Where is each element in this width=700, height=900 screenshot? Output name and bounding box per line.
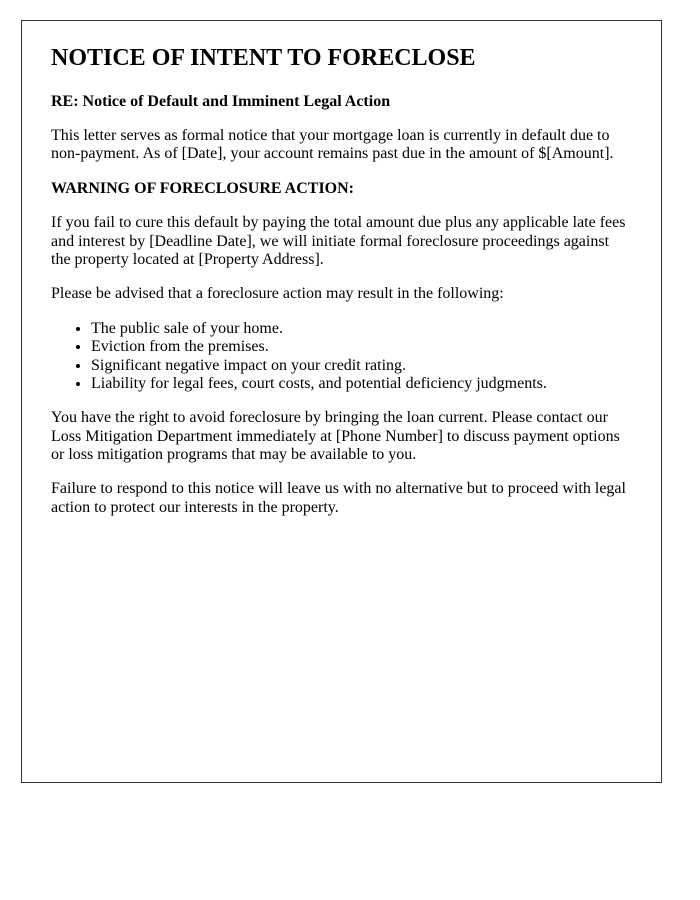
list-item: • Eviction from the premises. bbox=[91, 338, 632, 356]
list-item: • Significant negative impact on your credit rating. bbox=[91, 357, 632, 375]
list-item: • Liability for legal fees, court costs, and potential deficiency judgments. bbox=[91, 375, 632, 393]
letter-subject-line: RE: Notice of Default and Imminent Legal Action bbox=[51, 92, 391, 110]
consequence-list bbox=[51, 320, 632, 394]
closing-paragraph: Failure to respond to this notice will leave us with no alternative but to proceed with legal action to protect our interests in the property. bbox=[51, 480, 626, 516]
list-item: • The public sale of your home. bbox=[91, 320, 632, 338]
warning-heading: WARNING OF FORECLOSURE ACTION: bbox=[51, 179, 354, 197]
rights-paragraph: You have the right to avoid foreclosure by bringing the loan current. Please contact our Loss Mitigation Department immediately at [Phone Number] to discuss payment options or loss mitigation programs that may be available to you. bbox=[51, 409, 620, 464]
letter-document bbox=[21, 20, 662, 783]
warning-paragraph: If you fail to cure this default by paying the total amount due plus any applicable late fees and interest by [Deadline Date], we will initiate formal foreclosure proceedings against the property located at [Property Address]. bbox=[51, 214, 626, 268]
letter-title: NOTICE OF INTENT TO FORECLOSE bbox=[51, 45, 476, 71]
intro-paragraph: This letter serves as formal notice that your mortgage loan is currently in default due to non-payment. As of [Date], your account remains past due in the amount of $[Amount]. bbox=[51, 126, 614, 163]
advisory-paragraph: Please be advised that a foreclosure action may result in the following: bbox=[51, 285, 504, 303]
